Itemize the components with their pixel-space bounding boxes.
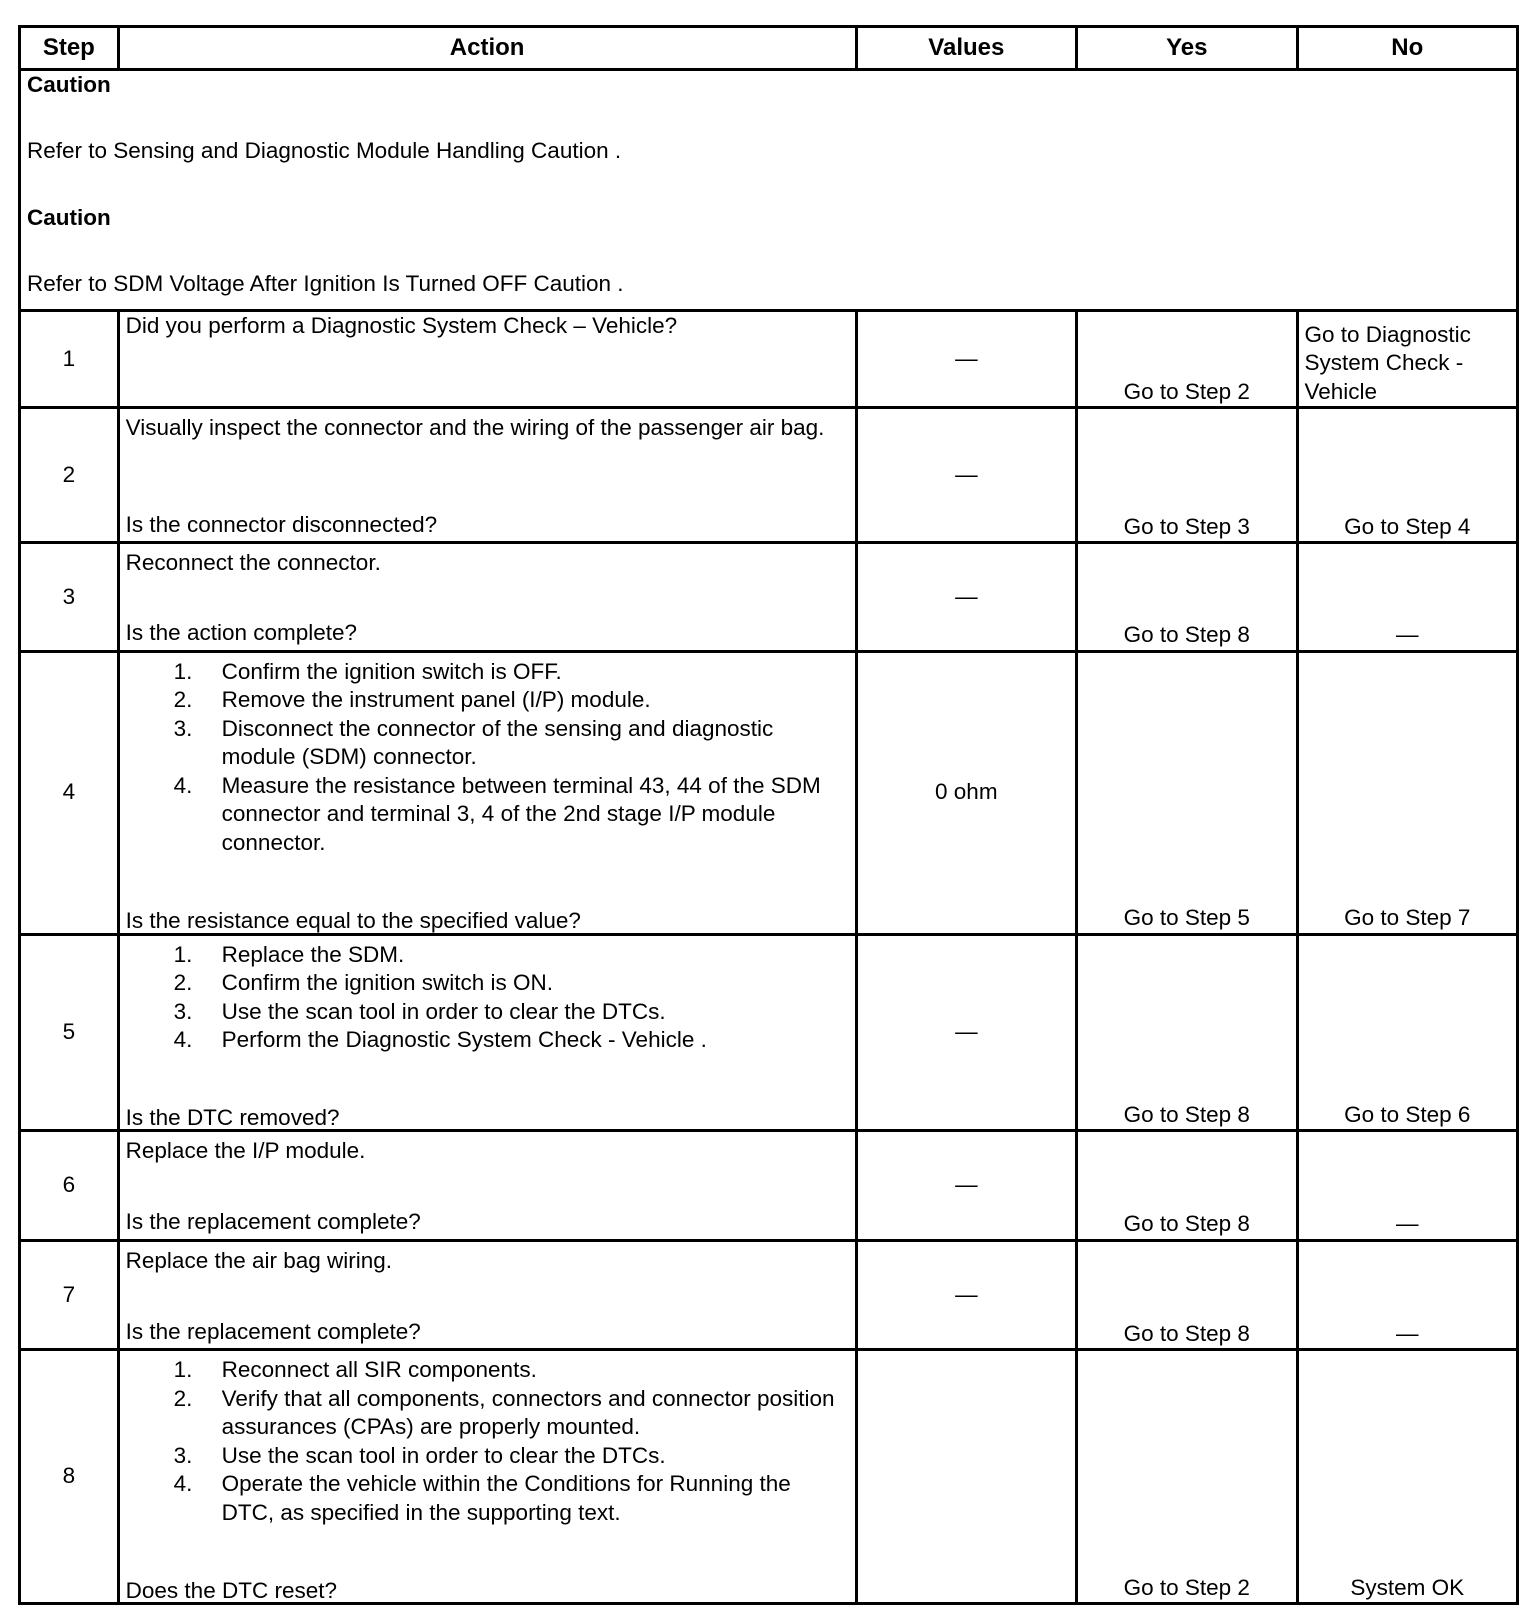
action-question: Is the connector disconnected? — [125, 511, 438, 537]
action-cell — [118, 1240, 856, 1350]
action-question: Is the DTC removed? — [125, 1104, 340, 1130]
header-yes: Yes — [1077, 27, 1297, 70]
table-row — [20, 408, 1518, 543]
header-values: Values — [856, 27, 1076, 70]
table-row — [20, 1350, 1518, 1604]
yes-cell: Go to Step 2 — [1077, 310, 1297, 407]
no-cell: — — [1297, 1240, 1517, 1350]
yes-cell: Go to Step 5 — [1077, 651, 1297, 934]
step-number: 2 — [20, 408, 119, 543]
table-row — [20, 651, 1518, 934]
action-question: Is the replacement complete? — [125, 1209, 421, 1235]
list-item: 3. Use the scan tool in order to clear the DTCs. — [173, 998, 666, 1024]
value-cell: — — [856, 543, 1076, 652]
list-item: 2. Remove the instrument panel (I/P) module. — [173, 687, 651, 713]
action-cell — [118, 1350, 856, 1604]
header-action: Action — [118, 27, 856, 70]
yes-cell: Go to Step 2 — [1077, 1350, 1297, 1604]
list-item: 3. Use the scan tool in order to clear the DTCs. — [173, 1442, 666, 1468]
header-step: Step — [20, 27, 119, 70]
value-cell: — — [856, 934, 1076, 1131]
no-cell: Go to Diagnostic System Check - Vehicle — [1297, 310, 1517, 407]
caution-row — [20, 69, 1518, 310]
action-list — [126, 941, 849, 1055]
value-cell: — — [856, 408, 1076, 543]
header-no: No — [1297, 27, 1517, 70]
action-question: Is the action complete? — [125, 620, 358, 646]
action-list — [126, 1356, 849, 1527]
list-item: 1. Confirm the ignition switch is OFF. — [173, 658, 562, 684]
action-cell — [118, 408, 856, 543]
action-text: Replace the air bag wiring. — [125, 1247, 393, 1273]
list-item: 2. Confirm the ignition switch is ON. — [173, 970, 554, 996]
action-question: Is the replacement complete? — [125, 1318, 421, 1344]
action-cell — [118, 1131, 856, 1241]
no-cell: — — [1297, 543, 1517, 652]
step-number: 4 — [20, 651, 119, 934]
step-number: 1 — [20, 310, 119, 407]
caution-text-1: Refer to Sensing and Diagnostic Module Handling Caution . — [27, 138, 622, 164]
step-number: 5 — [20, 934, 119, 1131]
action-cell — [118, 934, 856, 1131]
table-row — [20, 310, 1518, 407]
list-item: 4. Perform the Diagnostic System Check - Vehicle . — [173, 1027, 707, 1053]
value-cell: — — [856, 1131, 1076, 1241]
caution-title-1: Caution — [27, 71, 111, 97]
yes-cell: Go to Step 8 — [1077, 1131, 1297, 1241]
step-number: 3 — [20, 543, 119, 652]
no-cell: — — [1297, 1131, 1517, 1241]
action-list — [126, 658, 849, 858]
action-cell — [118, 310, 856, 407]
list-item: 2. Verify that all components, connectors and connector position assurances (CPAs) are properly mounted. — [173, 1385, 835, 1440]
action-question: Is the resistance equal to the specified value? — [125, 908, 581, 934]
no-cell: System OK — [1297, 1350, 1517, 1604]
action-cell — [118, 651, 856, 934]
caution-title-2: Caution — [27, 204, 111, 230]
header-row — [20, 27, 1518, 70]
action-text: Reconnect the connector. — [125, 550, 381, 576]
no-cell: Go to Step 4 — [1297, 408, 1517, 543]
value-cell: 0 ohm — [856, 651, 1076, 934]
table-row — [20, 934, 1518, 1131]
step-number: 8 — [20, 1350, 119, 1604]
list-item: 4. Operate the vehicle within the Conditions for Running the DTC, as specified in the supporting text. — [173, 1471, 791, 1525]
table-row — [20, 1240, 1518, 1350]
list-item: 1. Reconnect all SIR components. — [173, 1357, 537, 1383]
yes-cell: Go to Step 3 — [1077, 408, 1297, 543]
value-cell: — — [856, 310, 1076, 407]
table-row — [20, 1131, 1518, 1241]
yes-cell: Go to Step 8 — [1077, 934, 1297, 1131]
action-text: Visually inspect the connector and the wiring of the passenger air bag. — [125, 415, 825, 441]
caution-cell — [20, 69, 1518, 310]
step-number: 7 — [20, 1240, 119, 1350]
action-text: Replace the I/P module. — [125, 1138, 366, 1164]
yes-cell: Go to Step 8 — [1077, 543, 1297, 652]
action-question: Does the DTC reset? — [125, 1577, 337, 1603]
step-number: 6 — [20, 1131, 119, 1241]
list-item: 3. Disconnect the connector of the sensing and diagnostic module (SDM) connector. — [173, 715, 774, 770]
action-text: Did you perform a Diagnostic System Check – Vehicle? — [125, 312, 678, 338]
diagnostic-table — [18, 25, 1519, 1605]
list-item: 4. Measure the resistance between terminal 43, 44 of the SDM connector and terminal 3, 4 of the 2nd stage I/P module connector. — [173, 772, 821, 855]
caution-text-2: Refer to SDM Voltage After Ignition Is Turned OFF Caution . — [27, 271, 624, 297]
no-cell: Go to Step 6 — [1297, 934, 1517, 1131]
yes-cell: Go to Step 8 — [1077, 1240, 1297, 1350]
value-cell — [856, 1350, 1076, 1604]
list-item: 1. Replace the SDM. — [173, 941, 405, 967]
value-cell: — — [856, 1240, 1076, 1350]
action-cell — [118, 543, 856, 652]
table-row — [20, 543, 1518, 652]
no-cell: Go to Step 7 — [1297, 651, 1517, 934]
